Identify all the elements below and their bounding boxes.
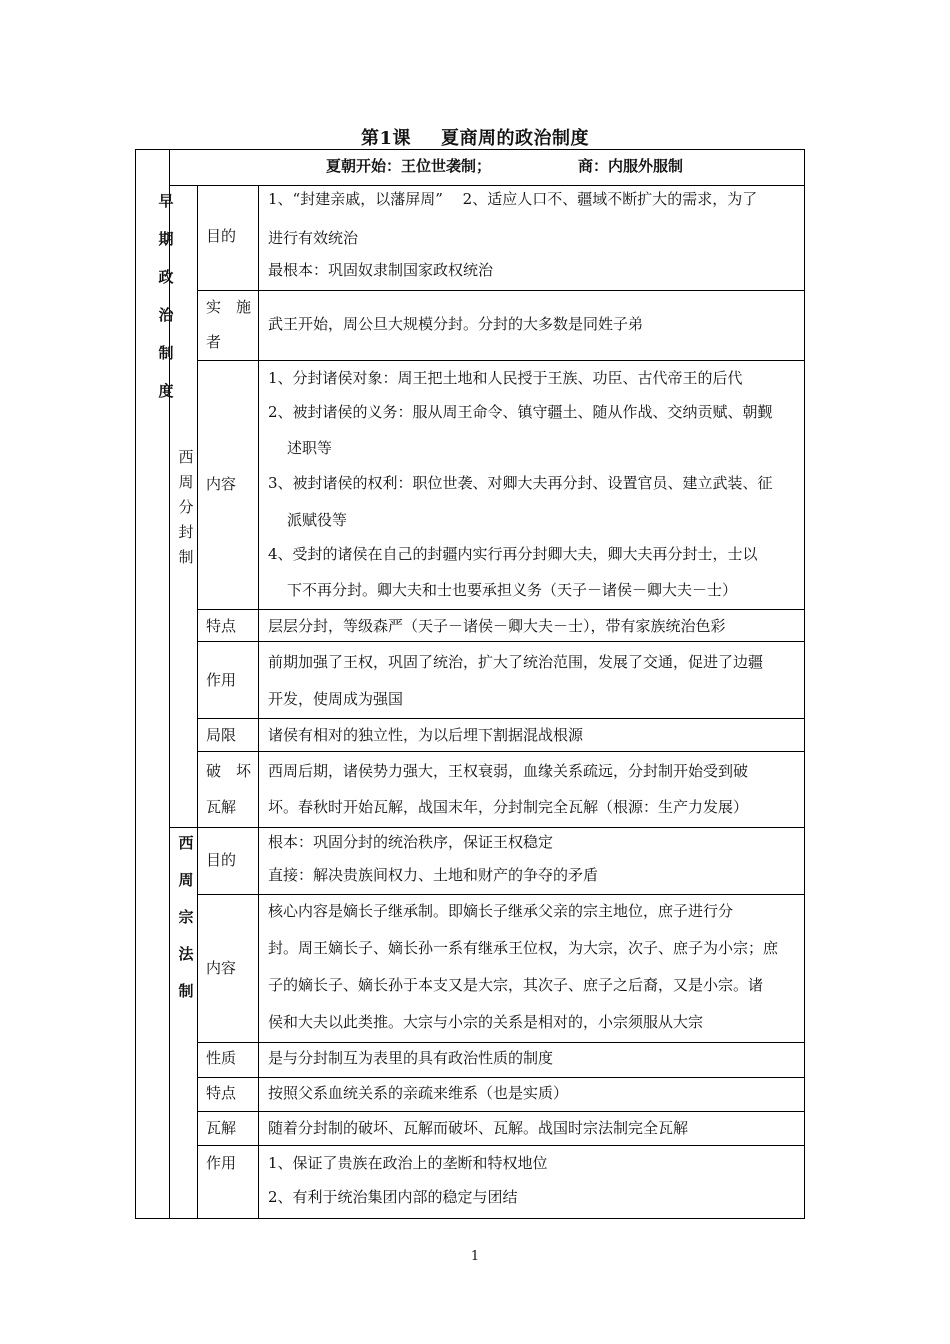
- lesson-topic: 夏商周的政治制度: [441, 128, 590, 149]
- row-label-content: 内容: [206, 475, 237, 493]
- clan-features-line: 按照父系血统关系的亲疏来维系（也是实质）: [268, 1084, 569, 1102]
- content-line: 3、被封诸侯的权利：职位世袭、对卿大夫再分封、设置官员、建立武装、征: [268, 474, 773, 492]
- lesson-number: 第1课: [360, 128, 412, 149]
- content-line: 1、分封诸侯对象：周王把土地和人民授于王族、功臣、古代帝王的后代: [268, 369, 743, 387]
- row-label-effect: 作用: [206, 671, 237, 689]
- row-label-collapse-2: 瓦解: [206, 798, 237, 816]
- content-line: 4、受封的诸侯在自己的封疆内实行再分封卿大夫，卿大夫再分封士，士以: [268, 545, 758, 563]
- row-label-features: 特点: [206, 617, 237, 635]
- row-divider: [197, 641, 805, 642]
- row-label-purpose: 目的: [206, 227, 237, 245]
- row-label-clan-content: 内容: [206, 959, 237, 977]
- row-divider-section: [169, 827, 805, 828]
- col-divider-2: [197, 185, 198, 1219]
- header-shang: 商：内服外服制: [578, 157, 684, 175]
- content-line: 派赋役等: [287, 511, 348, 529]
- clan-content-line: 子的嫡长子、嫡长孙于本支又是大宗，其次子、庶子之后裔，又是小宗。诸: [268, 976, 764, 994]
- row-divider: [197, 1077, 805, 1078]
- clan-purpose-line: 直接：解决贵族间权力、土地和财产的争夺的矛盾: [268, 866, 599, 884]
- purpose-line: 1、“封建亲戚，以藩屏周” 2、适应人口不、疆域不断扩大的需求，为了: [268, 190, 758, 208]
- clan-content-line: 封。周王嫡长子、嫡长孙一系有继承王位权，为大宗，次子、庶子为小宗；庶: [268, 939, 779, 957]
- row-divider: [197, 751, 805, 752]
- features-line: 层层分封，等级森严（天子－诸侯－卿大夫－士），带有家族统治色彩: [268, 617, 726, 635]
- row-divider: [197, 290, 805, 291]
- page-title: [0, 124, 950, 150]
- effect-line: 开发，使周成为强国: [268, 690, 404, 708]
- row-divider-header: [169, 185, 805, 186]
- content-line: 下不再分封。卿大夫和士也要承担义务（天子－诸侯－卿大夫－士）: [287, 581, 738, 599]
- section-label-enfeoffment: 西 周 分 封 制: [178, 448, 194, 566]
- clan-effect-line: 1、保证了贵族在政治上的垄断和特权地位: [268, 1154, 548, 1172]
- row-label-clan-collapse: 瓦解: [206, 1119, 237, 1137]
- clan-effect-line: 2、有利于统治集团内部的稳定与团结: [268, 1188, 518, 1206]
- row-label-clan-purpose: 目的: [206, 851, 237, 869]
- row-label-limitation: 局限: [206, 726, 237, 744]
- header-xia: 夏朝开始：王位世袭制；: [326, 157, 492, 175]
- row-divider: [197, 718, 805, 719]
- section-label-patriarchal-clan: 西 周 宗 法 制: [178, 834, 194, 1000]
- row-divider: [197, 360, 805, 361]
- row-label-nature: 性质: [206, 1049, 237, 1067]
- section-label-early-political-system: 早 期 政 治 制 度: [158, 192, 174, 400]
- implementer-line: 武王开始，周公旦大规模分封。分封的大多数是同姓子弟: [268, 315, 644, 333]
- col-divider-3: [258, 185, 259, 1219]
- row-label-clan-effect: 作用: [206, 1154, 237, 1172]
- purpose-line: 进行有效统治: [268, 229, 359, 247]
- nature-line: 是与分封制互为表里的具有政治性质的制度: [268, 1049, 554, 1067]
- clan-content-line: 核心内容是嫡长子继承制。即嫡长子继承父亲的宗主地位，庶子进行分: [268, 902, 734, 920]
- row-divider: [197, 894, 805, 895]
- clan-collapse-line: 随着分封制的破坏、瓦解而破坏、瓦解。战国时宗法制完全瓦解: [268, 1119, 689, 1137]
- content-line: 述职等: [287, 439, 333, 457]
- collapse-line: 西周后期，诸侯势力强大，王权衰弱，血缘关系疏远，分封制开始受到破: [268, 762, 749, 780]
- row-divider: [197, 1042, 805, 1043]
- content-line: 2、被封诸侯的义务：服从周王命令、镇守疆土、随从作战、交纳贡赋、朝觐: [268, 403, 773, 421]
- row-divider: [197, 1111, 805, 1112]
- row-label-implementer-2: 者: [206, 333, 222, 351]
- row-divider: [197, 1145, 805, 1146]
- limitation-line: 诸侯有相对的独立性，为以后埋下割据混战根源: [268, 726, 584, 744]
- purpose-line: 最根本：巩固奴隶制国家政权统治: [268, 261, 494, 279]
- clan-content-line: 侯和大夫以此类推。大宗与小宗的关系是相对的，小宗须服从大宗: [268, 1013, 704, 1031]
- row-label-implementer: 实 施: [206, 298, 252, 316]
- row-label-clan-features: 特点: [206, 1084, 237, 1102]
- row-divider: [197, 609, 805, 610]
- clan-purpose-line: 根本：巩固分封的统治秩序，保证王权稳定: [268, 833, 554, 851]
- row-label-collapse: 破 坏: [206, 762, 252, 780]
- page-number: 1: [470, 1249, 480, 1264]
- collapse-line: 坏。春秋时开始瓦解，战国末年，分封制完全瓦解（根源：生产力发展）: [268, 798, 749, 816]
- effect-line: 前期加强了王权，巩固了统治，扩大了统治范围，发展了交通，促进了边疆: [268, 653, 764, 671]
